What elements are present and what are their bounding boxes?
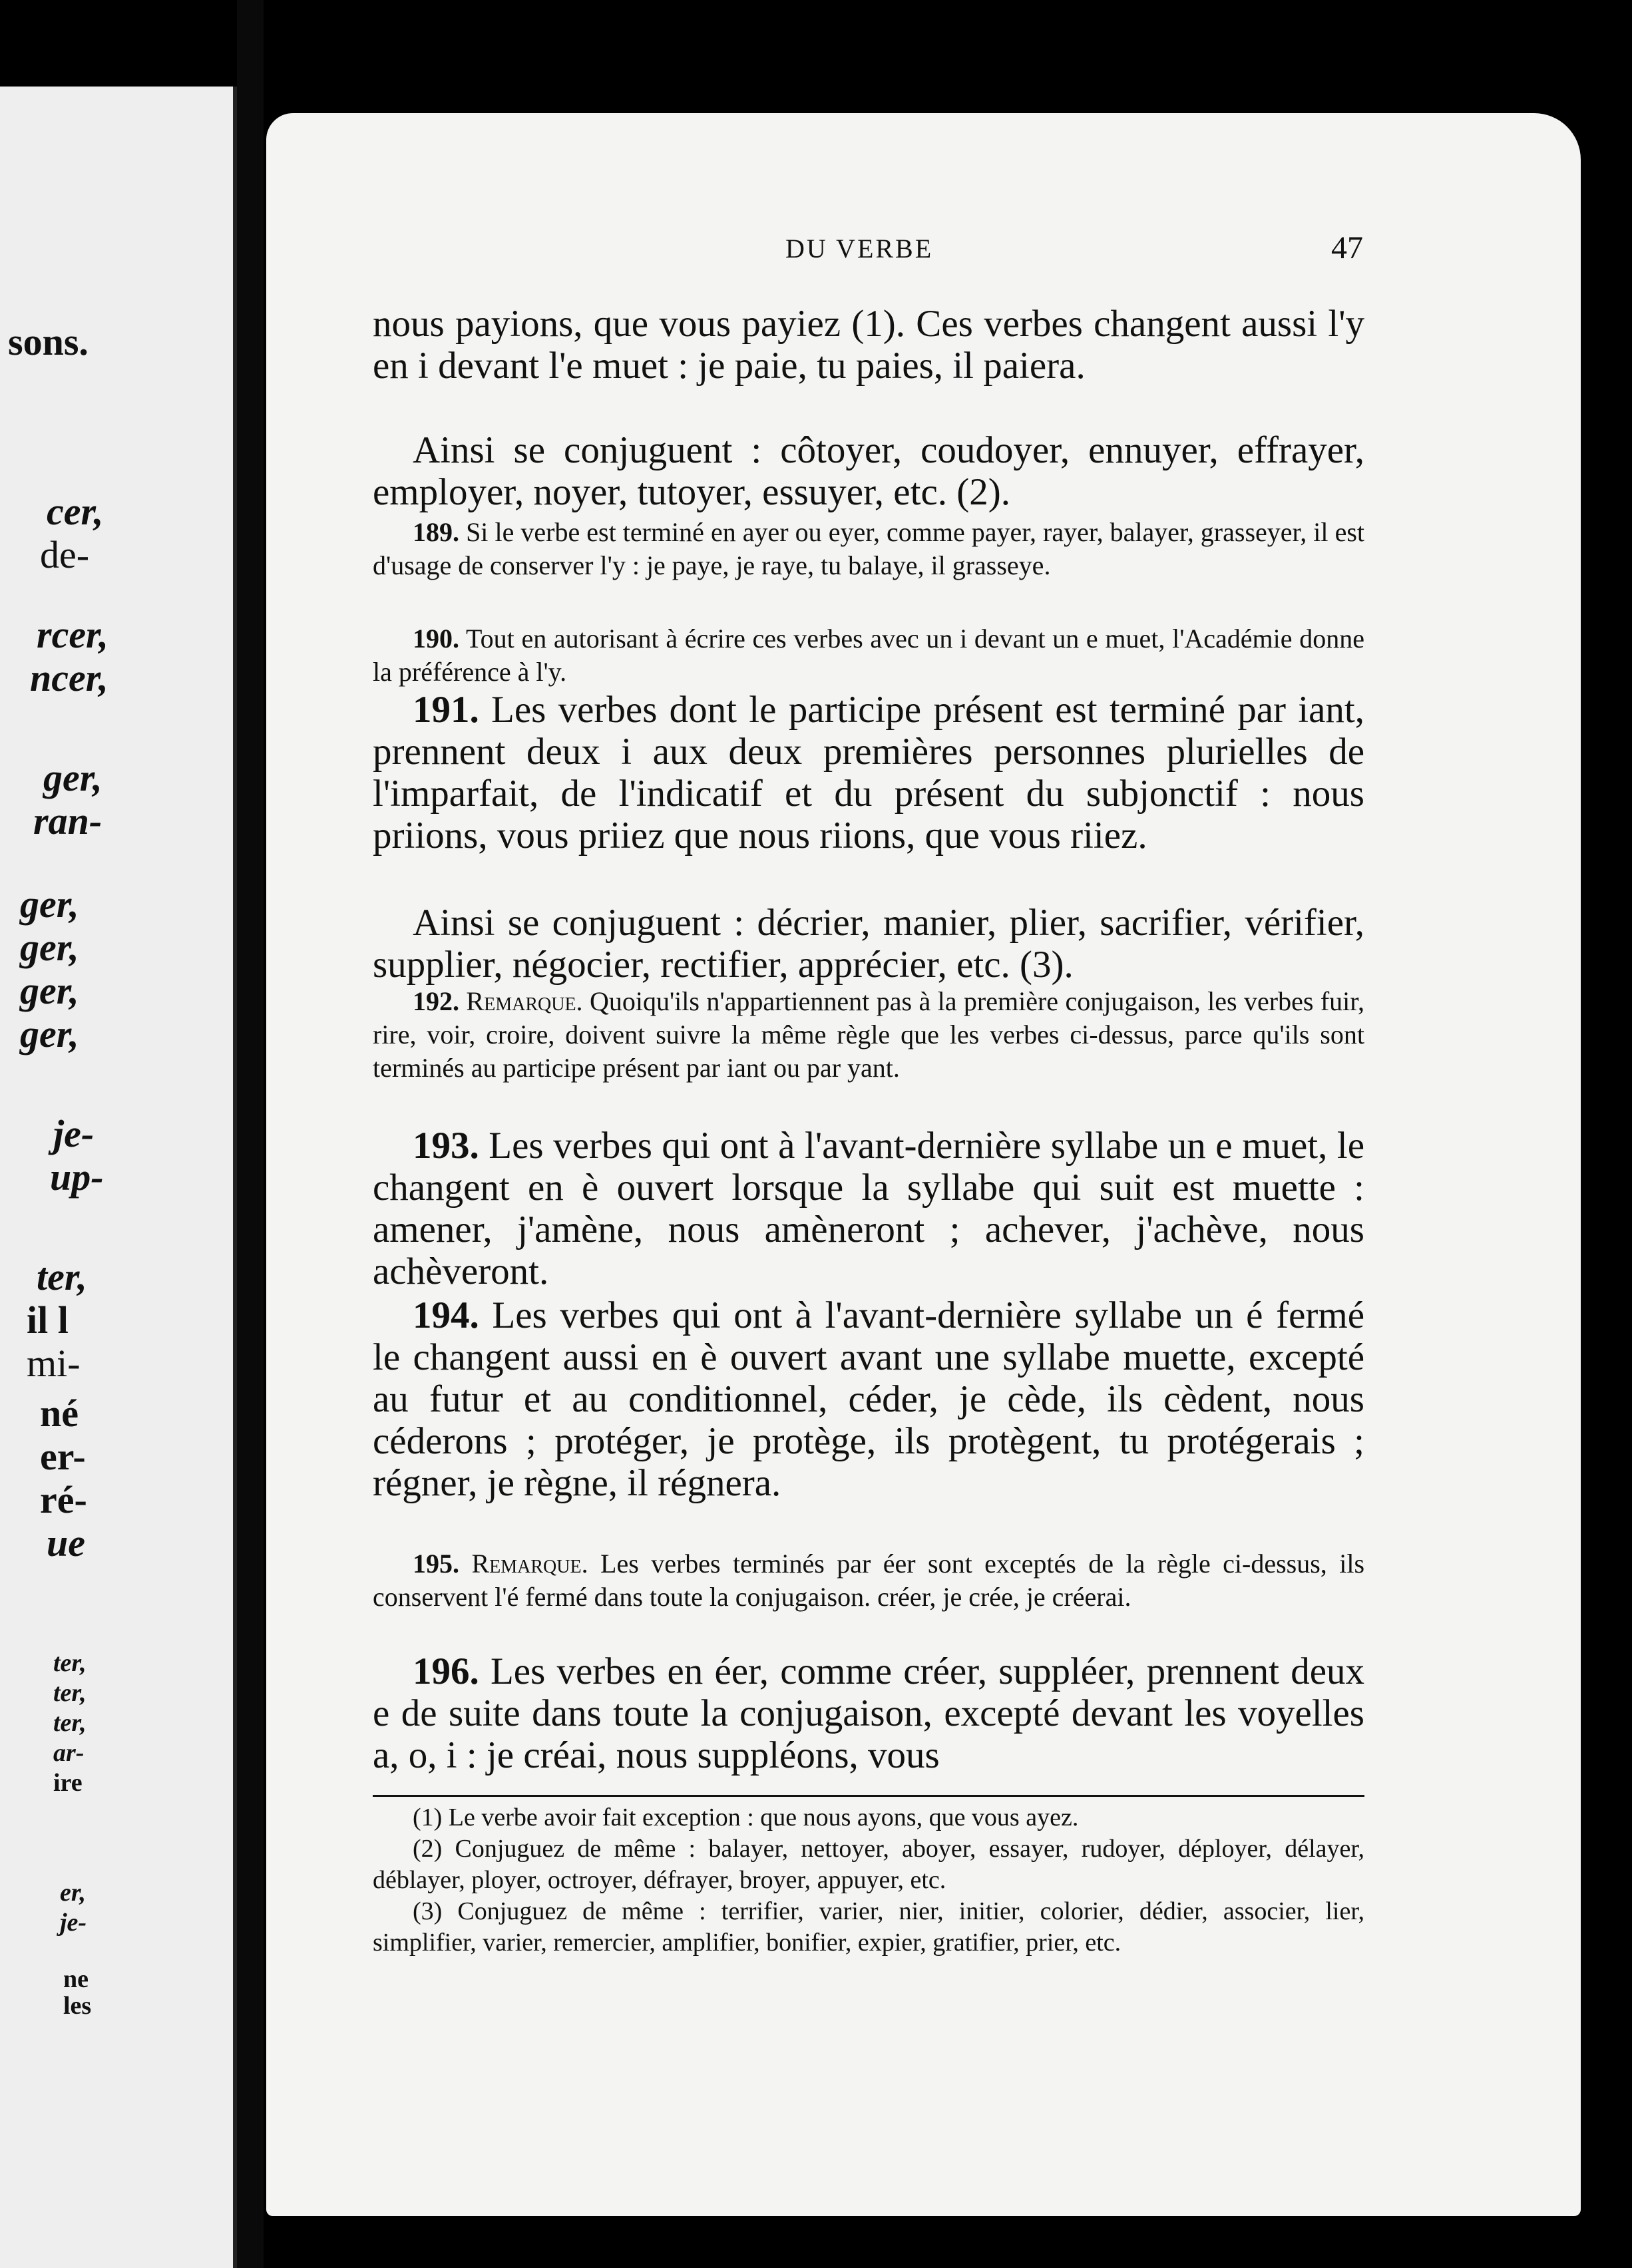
left-fragment: up- <box>50 1155 104 1199</box>
left-fragment: ré- <box>40 1478 87 1521</box>
section-text: Si le verbe est terminé en ayer ou eyer, comme payer, rayer, balayer, grasseyer, il est d'usage de conserver l'y : je paye, je raye, tu balaye, il grasseye. <box>373 517 1364 580</box>
left-fragment: ter, <box>53 1709 87 1737</box>
section-number: 189. <box>413 517 459 547</box>
section-number: 194. <box>413 1294 479 1336</box>
left-fragment: il l <box>27 1298 69 1342</box>
left-fragment: ar- <box>53 1739 85 1767</box>
left-fragment: er- <box>40 1435 86 1478</box>
left-fragment: né <box>40 1392 79 1435</box>
left-fragment: ue <box>47 1521 85 1565</box>
section-text: Tout en autorisant à écrire ces verbes avec un i devant un e muet, l'Académie donne la préférence à l'y. <box>373 624 1364 687</box>
left-fragment: ter, <box>53 1649 87 1677</box>
paragraph-text: Ainsi se conjuguent : côtoyer, coudoyer, ennuyer, effrayer, employer, noyer, tutoyer, essuyer, etc. (2). <box>373 429 1364 513</box>
section-192 <box>373 985 1364 1085</box>
left-fragment: ncer, <box>30 656 108 699</box>
left-fragment: ran- <box>33 799 102 843</box>
left-fragment: ger, <box>20 926 79 969</box>
left-fragment: ger, <box>20 969 79 1012</box>
left-page-edge <box>0 87 237 2268</box>
footnotes <box>373 1802 1364 1959</box>
left-fragment: ger, <box>20 1012 79 1055</box>
section-193 <box>373 1125 1364 1292</box>
section-189 <box>373 516 1364 582</box>
left-fragment: ne <box>63 1965 89 1993</box>
remark-label: Remarque. <box>466 986 583 1016</box>
remark-label: Remarque. <box>471 1549 588 1579</box>
section-text: Les verbes qui ont à l'avant-dernière syllabe un e muet, le changent en è ouvert lorsque la syllabe qui suit est muette : amener, j'amène, nous amèneront ; achever, j'achève, nous achèveront. <box>373 1125 1365 1292</box>
section-text: Quoiqu'ils n'appartiennent pas à la première conjugaison, les verbes fuir, rire, voir, croire, doivent suivre la même règle que les verbes ci-dessus, parce qu'ils sont terminés au participe présent par iant ou par yant. <box>373 986 1364 1083</box>
section-text: Les verbes dont le participe présent est terminé par iant, prennent deux i aux deux premières personnes plurielles de l'imparfait, de l'indicatif et du présent du subjonctif : nous priions, vous priiez que nous riions, que vous riiez. <box>373 689 1364 856</box>
left-fragment: sons. <box>8 320 89 363</box>
left-fragment: ger, <box>20 882 79 926</box>
section-number: 195. <box>413 1549 459 1579</box>
section-number: 192. <box>413 986 459 1016</box>
left-fragment: les <box>63 1992 92 2020</box>
footnote-3: (3) Conjuguez de même : terrifier, varier, nier, initier, colorier, dédier, associer, lier, simplifier, varier, remercier, amplifier, bonifier, expier, gratifier, prier, etc. <box>373 1897 1364 1957</box>
left-fragment: je- <box>53 1112 95 1155</box>
section-text: Les verbes terminés par éer sont exceptés de la règle ci-dessus, ils conservent l'é fermé dans toute la conjugaison. créer, je crée, je créerai. <box>373 1549 1365 1612</box>
paragraph-text: nous payions, que vous payiez (1). Ces verbes changent aussi l'y en i devant l'e muet : je paie, tu paies, il paiera. <box>373 303 1364 387</box>
left-fragment: mi- <box>27 1342 81 1385</box>
footnote-1: (1) Le verbe avoir fait exception : que nous ayons, que vous ayez. <box>413 1803 1079 1831</box>
paragraph-intro <box>373 303 1364 387</box>
paragraph-text: Ainsi se conjuguent : décrier, manier, plier, sacrifier, vérifier, supplier, négocier, rectifier, apprécier, etc. (3). <box>373 902 1364 986</box>
left-fragment: ter, <box>53 1679 87 1707</box>
section-191 <box>373 689 1364 856</box>
book-gutter <box>237 0 264 2268</box>
left-fragment: ire <box>53 1769 83 1797</box>
section-number: 191. <box>413 689 479 731</box>
page-number: 47 <box>1331 230 1363 266</box>
paragraph-ainsi-2 <box>373 902 1364 986</box>
section-number: 196. <box>413 1650 479 1692</box>
left-fragment: cer, <box>47 490 104 533</box>
section-number: 190. <box>413 624 459 654</box>
left-fragment: rcer, <box>37 613 108 656</box>
section-text: Les verbes qui ont à l'avant-dernière syllabe un é fermé le changent aussi en è ouvert avant une syllabe muette, excepté au futur et au conditionnel, céder, je cède, ils cèdent, nous céderons ; protéger, je protège, ils protègent, tu protégerais ; régner, je règne, il régnera. <box>373 1294 1365 1504</box>
section-194 <box>373 1294 1364 1504</box>
section-number: 193. <box>413 1125 479 1167</box>
footnote-rule <box>373 1795 1364 1797</box>
left-fragment: ger, <box>43 756 102 799</box>
section-196 <box>373 1650 1364 1776</box>
section-190 <box>373 622 1364 689</box>
left-fragment: de- <box>40 533 90 576</box>
left-fragment: je- <box>60 1909 87 1937</box>
left-fragment: ter, <box>37 1255 87 1298</box>
left-fragment: er, <box>60 1879 87 1907</box>
running-header: DU VERBE <box>785 234 934 264</box>
section-195 <box>373 1547 1364 1614</box>
paragraph-ainsi-1 <box>373 429 1364 513</box>
section-text: Les verbes en éer, comme créer, suppléer, prennent deux e de suite dans toute la conjugaison, excepté devant les voyelles a, o, i : je créai, nous suppléons, vous <box>373 1650 1364 1776</box>
footnote-2: (2) Conjuguez de même : balayer, nettoyer, aboyer, essayer, rudoyer, déployer, délayer, déblayer, ployer, octroyer, défrayer, broyer, appuyer, etc. <box>373 1835 1364 1894</box>
